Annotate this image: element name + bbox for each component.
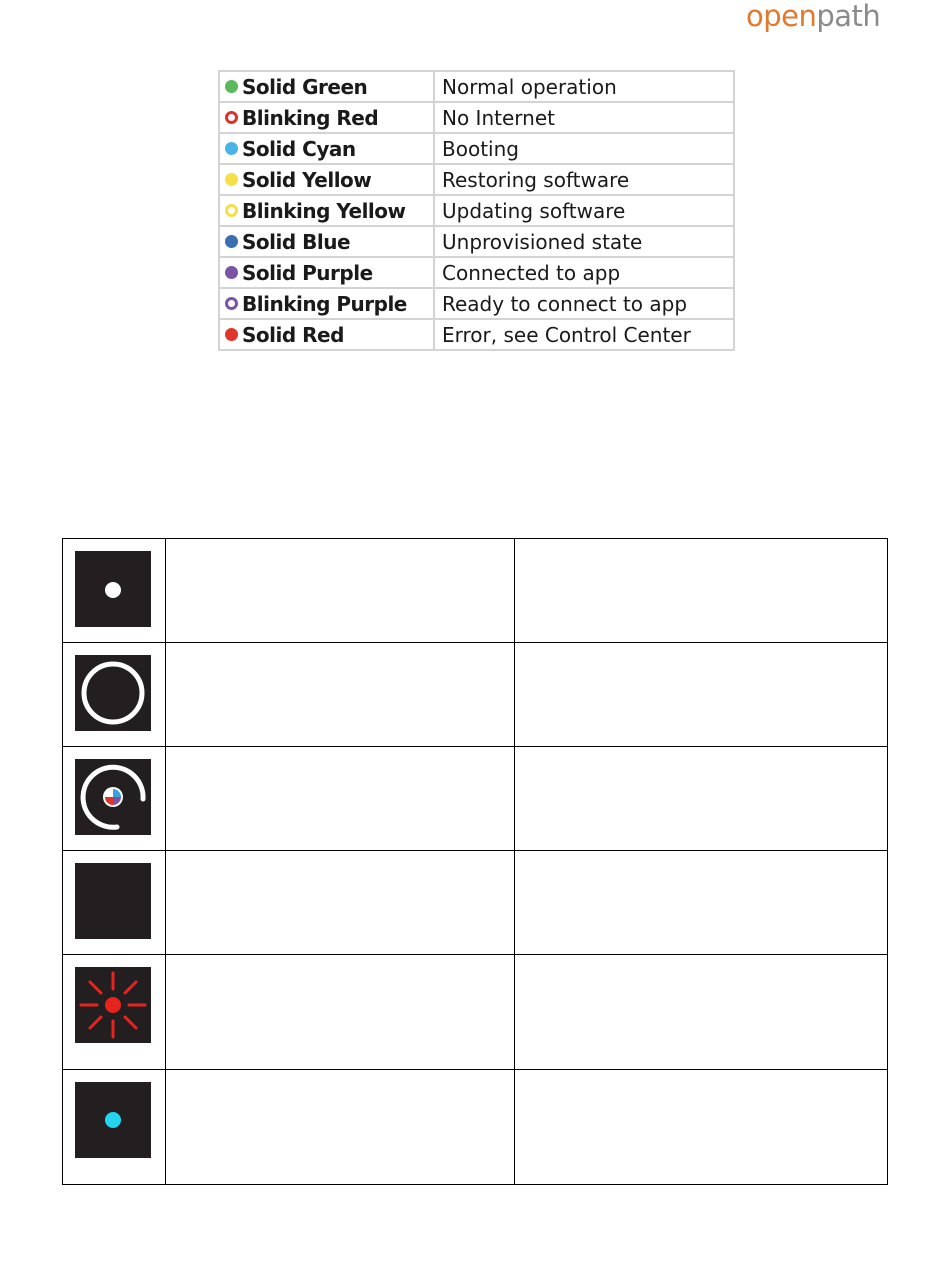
detail-cell	[515, 1070, 888, 1185]
solid-dot-icon	[225, 142, 238, 155]
led-off-icon	[75, 863, 151, 939]
openpath-logo	[746, 0, 880, 32]
table-row	[63, 955, 888, 1070]
status-label-cell	[219, 71, 434, 102]
icon-cell	[63, 643, 166, 747]
status-meaning: Booting	[434, 133, 734, 164]
status-label-cell	[219, 102, 434, 133]
detail-cell	[515, 955, 888, 1070]
status-label: Solid Red	[242, 322, 344, 347]
white-ring-icon	[75, 655, 151, 731]
status-label: Blinking Yellow	[242, 198, 406, 223]
solid-dot-icon	[225, 235, 238, 248]
status-label: Blinking Red	[242, 105, 379, 130]
status-meaning: Ready to connect to app	[434, 288, 734, 319]
icon-cell	[63, 955, 166, 1070]
description-cell	[166, 1070, 515, 1185]
table-row	[63, 851, 888, 955]
cyan-dot-icon	[75, 1082, 151, 1158]
table-row	[219, 226, 734, 257]
detail-cell	[515, 851, 888, 955]
table-row	[219, 102, 734, 133]
icon-cell	[63, 1070, 166, 1185]
progress-ring-icon	[75, 759, 151, 835]
status-label-cell	[219, 226, 434, 257]
table-row	[219, 257, 734, 288]
status-label-cell	[219, 319, 434, 350]
table-row	[63, 747, 888, 851]
status-label-cell	[219, 133, 434, 164]
status-label: Solid Yellow	[242, 167, 372, 192]
icon-cell	[63, 747, 166, 851]
status-meaning: Updating software	[434, 195, 734, 226]
detail-cell	[515, 747, 888, 851]
table-row	[219, 195, 734, 226]
status-label: Solid Green	[242, 74, 368, 99]
status-meaning: Connected to app	[434, 257, 734, 288]
icon-cell	[63, 851, 166, 955]
table-row	[63, 539, 888, 643]
description-cell	[166, 747, 515, 851]
detail-cell	[515, 539, 888, 643]
detail-cell	[515, 643, 888, 747]
red-blink-icon	[75, 967, 151, 1043]
status-meaning: Unprovisioned state	[434, 226, 734, 257]
solid-dot-icon	[225, 173, 238, 186]
table-row	[63, 1070, 888, 1185]
logo-open-text: open	[746, 0, 817, 33]
description-cell	[166, 955, 515, 1070]
table-row	[219, 319, 734, 350]
description-cell	[166, 851, 515, 955]
table-row	[219, 164, 734, 195]
status-meaning: Normal operation	[434, 71, 734, 102]
status-meaning: Error, see Control Center	[434, 319, 734, 350]
solid-dot-icon	[225, 266, 238, 279]
table-row	[219, 71, 734, 102]
ring-dot-icon	[225, 297, 238, 310]
ring-dot-icon	[225, 204, 238, 217]
status-label: Solid Purple	[242, 260, 373, 285]
description-cell	[166, 643, 515, 747]
white-dot-icon	[75, 551, 151, 627]
status-label-cell	[219, 257, 434, 288]
ring-dot-icon	[225, 111, 238, 124]
status-meaning: Restoring software	[434, 164, 734, 195]
status-label: Solid Cyan	[242, 136, 356, 161]
table-row	[63, 643, 888, 747]
solid-dot-icon	[225, 328, 238, 341]
status-meaning: No Internet	[434, 102, 734, 133]
icon-cell	[63, 539, 166, 643]
status-label: Solid Blue	[242, 229, 351, 254]
description-cell	[166, 539, 515, 643]
status-label-cell	[219, 164, 434, 195]
table-row	[219, 288, 734, 319]
solid-dot-icon	[225, 80, 238, 93]
led-status-table	[218, 70, 735, 351]
status-label-cell	[219, 195, 434, 226]
logo-path-text: path	[816, 0, 881, 33]
status-label-cell	[219, 288, 434, 319]
table-row	[219, 133, 734, 164]
status-label: Blinking Purple	[242, 291, 407, 316]
led-icon-table	[62, 538, 888, 1185]
